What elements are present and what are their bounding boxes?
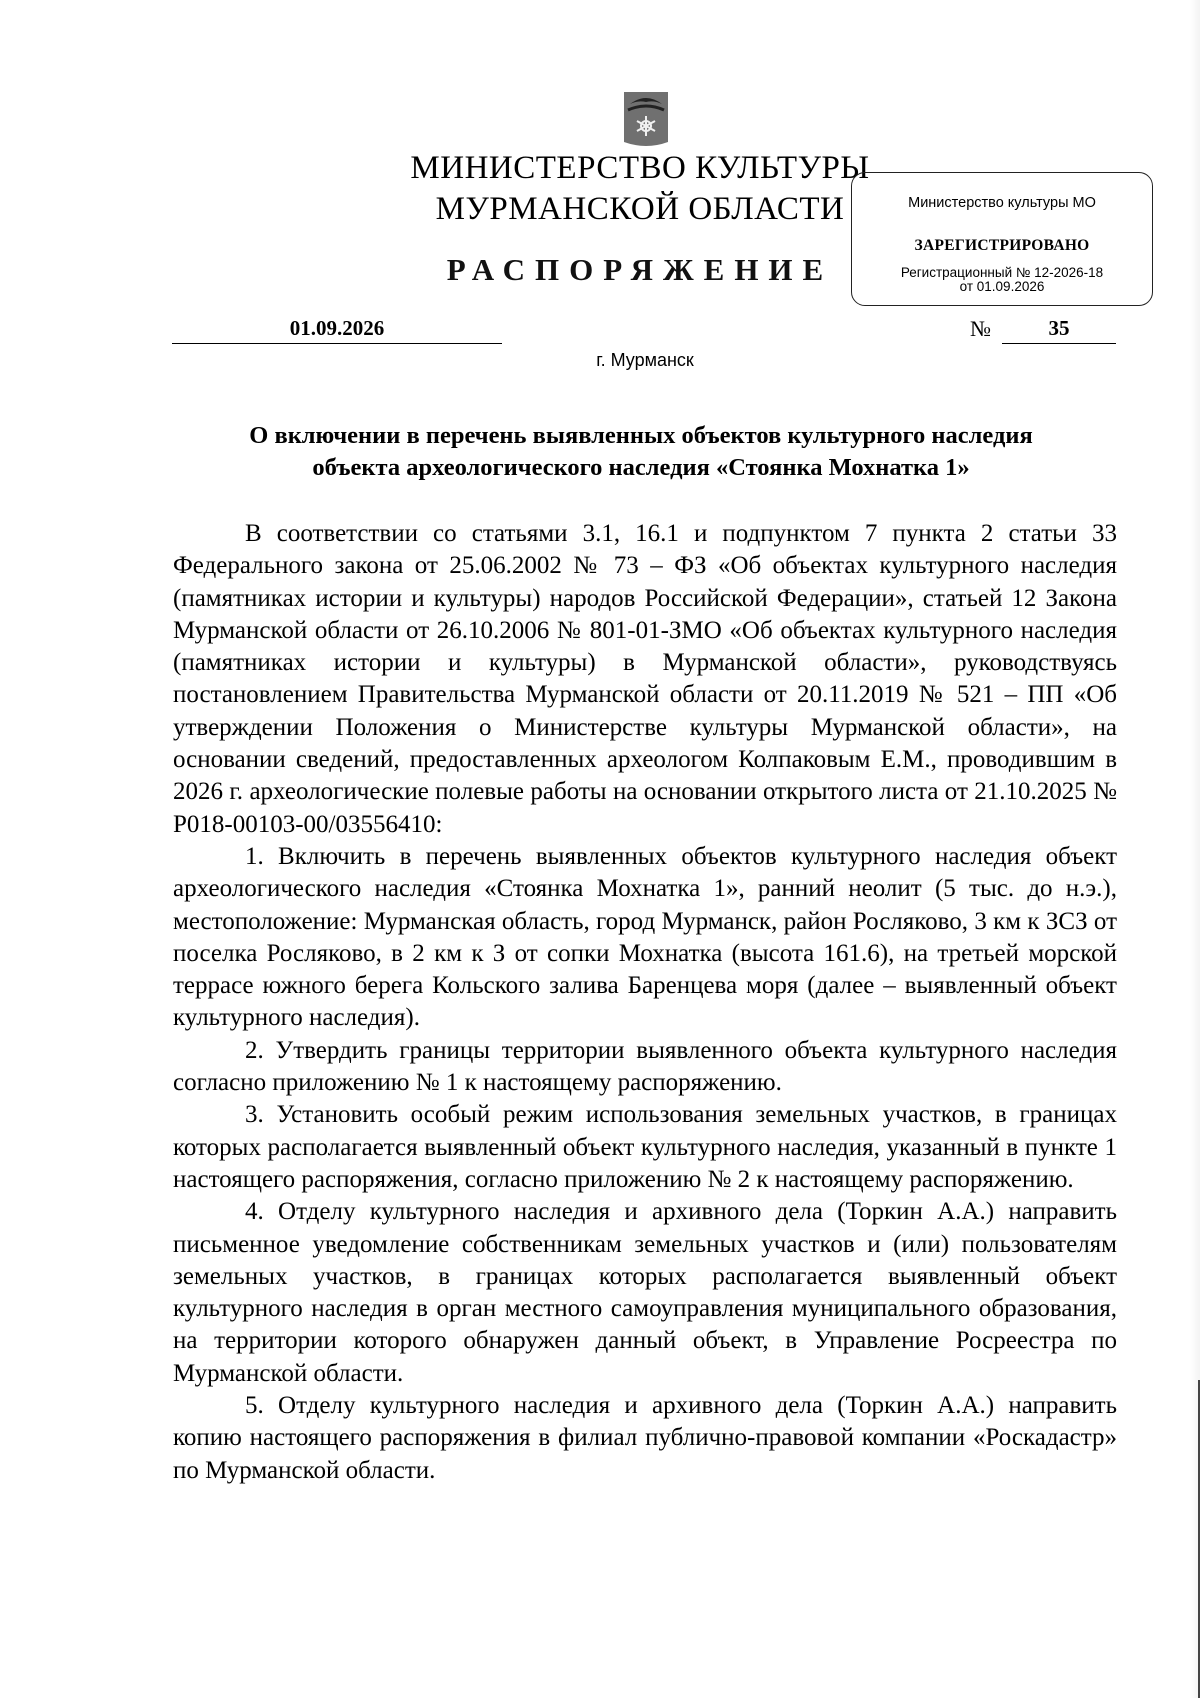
stamp-organization: Министерство культуры МО [908, 195, 1096, 211]
document-number: 35 [1002, 316, 1116, 344]
stamp-registration-number: Регистрационный № 12-2026-18 [900, 265, 1104, 280]
number-sign: № [970, 316, 991, 341]
registration-stamp [851, 172, 1153, 306]
document-body [173, 518, 1117, 1487]
item-paragraph-3: 3. Установить особый режим использования земельных участков, в границах которых располагается выявленный объект культурного наследия, указанный в пункте 1 настоящего распоряжения, согласно приложению № 2 к настоящему распоряжению. [173, 1101, 1117, 1193]
ministry-name-line2: МУРМАНСКОЙ ОБЛАСТИ [435, 191, 845, 227]
stamp-status: ЗАРЕГИСТРИРОВАНО [914, 237, 1090, 254]
item-paragraph-5: 5. Отделу культурного наследия и архивного дела (Торкин А.А.) направить копию настоящего распоряжения в филиал публично-правовой компании «Роскадастр» по Мурманской области. [173, 1392, 1117, 1484]
document-date: 01.09.2026 [172, 316, 502, 344]
document-city: г. Мурманск [596, 350, 694, 370]
title-line2: объекта археологического наследия «Стоянка Мохнатка 1» [312, 454, 970, 481]
item-paragraph-2: 2. Утвердить границы территории выявленного объекта культурного наследия согласно приложению № 1 к настоящему распоряжению. [173, 1036, 1117, 1097]
stamp-registration [852, 266, 1152, 294]
document-title [160, 420, 1122, 484]
title-line1: О включении в перечень выявленных объектов культурного наследия [249, 422, 1033, 449]
stamp-registration-date: от 01.09.2026 [959, 279, 1045, 295]
document-type: РАСПОРЯЖЕНИЕ [446, 252, 834, 287]
ministry-name-line1: МИНИСТЕРСТВО КУЛЬТУРЫ [410, 150, 870, 186]
item-paragraph-4: 4. Отделу культурного наследия и архивного дела (Торкин А.А.) направить письменное уведомление собственникам земельных участков и (или) пользователям земельных участков, в границах которых располагается выявленный объект культурного наследия в орган местного самоуправления муниципального образования, на территории которого обнаружен данный объект, в Управление Росреестра по Мурманской области. [173, 1198, 1117, 1387]
preamble-paragraph: В соответствии со статьями 3.1, 16.1 и подпунктом 7 пункта 2 статьи 33 Федерального закона от 25.06.2002 № 73 – ФЗ «Об объектах культурного наследия (памятниках истории и культуры) народов Российской Федерации», статьей 12 Закона Мурманской области от 26.10.2006 № 801-01-ЗМО «Об объектах культурного наследия (памятниках истории и культуры) в Мурманской области», руководствуясь постановлением Правительства Мурманской области от 20.11.2019 № 521 – ПП «Об утверждении Положения о Министерстве культуры Мурманской области», на основании сведений, предоставленных археологом Колпаковым Е.М., проводившим в 2026 г. археологические полевые работы на основании открытого листа от 21.10.2025 № Р018-00103-00/03556410: [173, 520, 1117, 838]
item-paragraph-1: 1. Включить в перечень выявленных объектов культурного наследия объект археологического наследия «Стоянка Мохнатка 1», ранний неолит (5 тыс. до н.э.), местоположение: Мурманская область, город Мурманск, район Росляково, 3 км к ЗСЗ от поселка Росляково, в 2 км к З от сопки Мохнатка (высота 161.6), на третьей морской террасе южного берега Кольского залива Баренцева моря (далее – выявленный объект культурного наследия). [173, 842, 1117, 1032]
coat-of-arms-icon [618, 90, 674, 146]
